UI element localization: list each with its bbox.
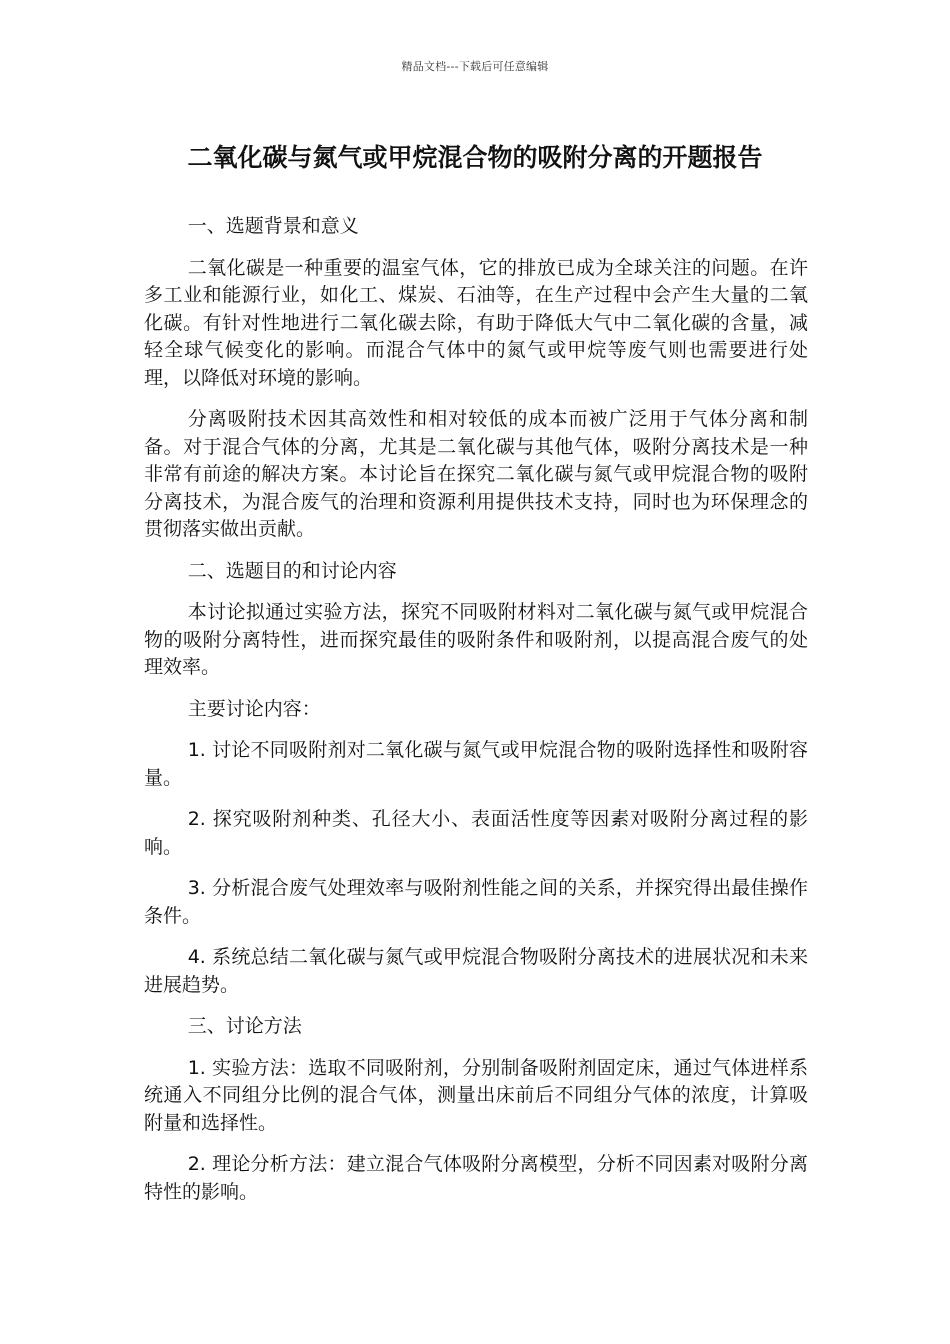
- paragraph: 本讨论拟通过实验方法，探究不同吸附材料对二氧化碳与氮气或甲烷混合物的吸附分离特性，进而探究最佳的吸附条件和吸附剂，以提高混合废气的处理效率。: [144, 601, 808, 678]
- list-item: 1. 讨论不同吸附剂对二氧化碳与氮气或甲烷混合物的吸附选择性和吸附容量。: [144, 739, 808, 789]
- subheading-main-content: 主要讨论内容：: [187, 697, 321, 720]
- paragraph: 二氧化碳是一种重要的温室气体，它的排放已成为全球关注的问题。在许多工业和能源行业，如化工、煤炭、石油等，在生产过程中会产生大量的二氧化碳。有针对性地进行二氧化碳去除，有助于降低大气中二氧化碳的含量，减轻全球气候变化的影响。而混合气体中的氮气或甲烷等废气则也需要进行处理，以降低对环境的影响。: [144, 256, 808, 389]
- list-item: 2. 探究吸附剂种类、孔径大小、表面活性度等因素对吸附分离过程的影响。: [144, 808, 808, 858]
- list-item: 1. 实验方法：选取不同吸附剂，分别制备吸附剂固定床，通过气体进样系统通入不同组分比例的混合气体，测量出床前后不同组分气体的浓度，计算吸附量和选择性。: [144, 1056, 808, 1134]
- header-note: 精品文档---下载后可任意编辑: [401, 60, 549, 73]
- list-item: 4. 系统总结二氧化碳与氮气或甲烷混合物吸附分离技术的进展状况和未来进展趋势。: [144, 946, 808, 996]
- list-item: 2. 理论分析方法：建立混合气体吸附分离模型，分析不同因素对吸附分离特性的影响。: [144, 1153, 808, 1203]
- section-heading-background: 一、选题背景和意义: [187, 215, 359, 237]
- section-heading-methods: 三、讨论方法: [187, 1015, 302, 1037]
- list-item: 3. 分析混合废气处理效率与吸附剂性能之间的关系，并探究得出最佳操作条件。: [144, 877, 808, 927]
- section-heading-purpose: 二、选题目的和讨论内容: [187, 559, 397, 582]
- document-body: [144, 213, 808, 1220]
- paragraph: 分离吸附技术因其高效性和相对较低的成本而被广泛用于气体分离和制备。对于混合气体的分离，尤其是二氧化碳与其他气体，吸附分离技术是一种非常有前途的解决方案。本讨论旨在探究二氧化碳与氮气或甲烷混合物的吸附分离技术，为混合废气的治理和资源利用提供技术支持，同时也为环保理念的贯彻落实做出贡献。: [144, 408, 808, 540]
- document-title: 二氧化碳与氮气或甲烷混合物的吸附分离的开题报告: [187, 143, 763, 172]
